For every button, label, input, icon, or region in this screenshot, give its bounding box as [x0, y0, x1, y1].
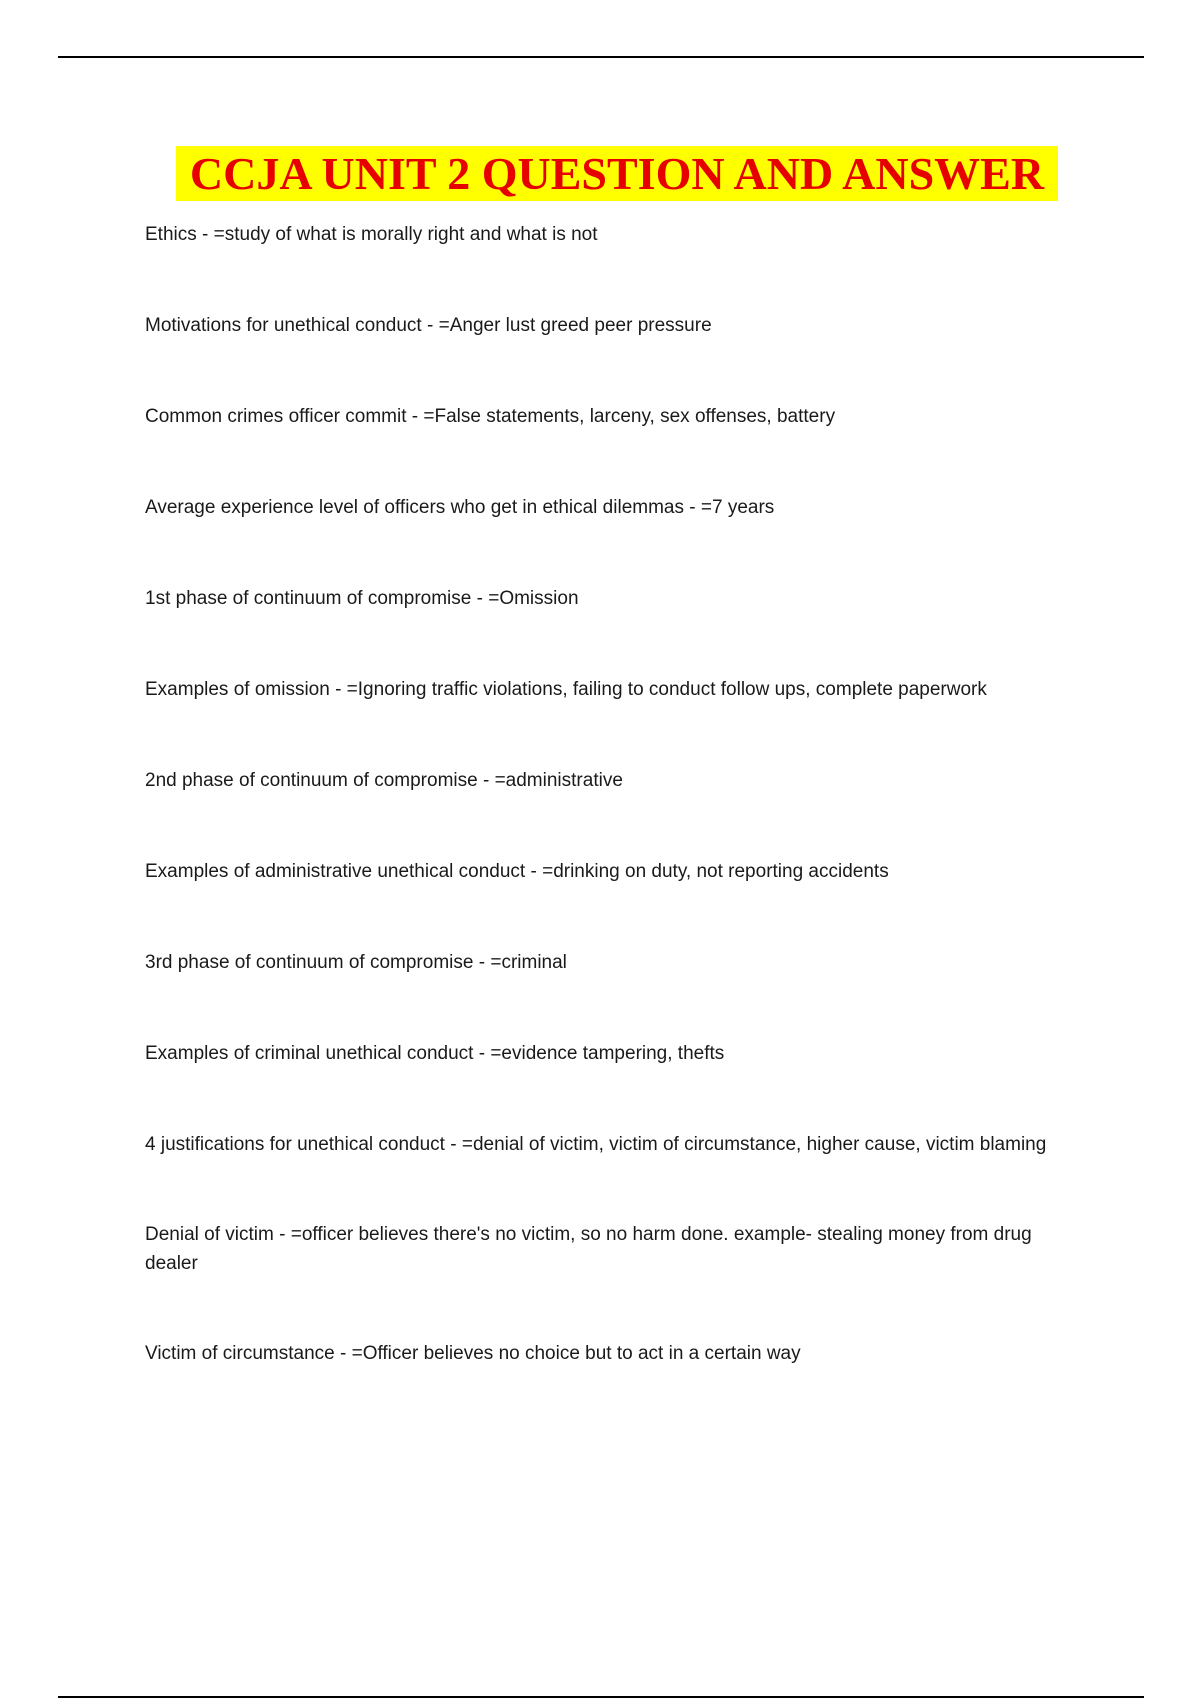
qa-separator: - =: [525, 861, 554, 882]
qa-answer: criminal: [501, 952, 567, 973]
qa-answer: Anger lust greed peer pressure: [449, 315, 712, 336]
qa-term: Common crimes officer commit: [145, 406, 407, 427]
qa-item: [145, 220, 1065, 249]
qa-term: Victim of circumstance: [145, 1343, 335, 1364]
title-highlight: [176, 146, 1058, 201]
qa-separator: - =: [471, 588, 500, 609]
qa-list: [145, 220, 1065, 1430]
qa-term: 2nd phase of continuum of compromise: [145, 770, 478, 791]
qa-separator: - =: [444, 1134, 473, 1155]
qa-answer: study of what is morally right and what is not: [224, 224, 598, 245]
qa-separator: - =: [473, 952, 502, 973]
qa-separator: - =: [683, 497, 712, 518]
qa-answer: administrative: [505, 770, 623, 791]
qa-separator: - =: [329, 679, 358, 700]
page-title: CCJA UNIT 2 QUESTION AND ANSWER: [189, 147, 1045, 199]
qa-item: [145, 493, 1065, 522]
qa-term: Ethics: [145, 224, 197, 245]
qa-item: [145, 766, 1065, 795]
qa-answer: 7 years: [711, 497, 775, 518]
qa-item: [145, 311, 1065, 340]
top-rule: [58, 56, 1144, 58]
qa-item: [145, 1130, 1065, 1159]
qa-answer: Officer believes no choice but to act in a certain way: [362, 1343, 801, 1364]
qa-item: [145, 948, 1065, 977]
qa-separator: - =: [421, 315, 450, 336]
qa-item: [145, 402, 1065, 431]
qa-item: [145, 1039, 1065, 1068]
qa-term: Motivations for unethical conduct: [145, 315, 422, 336]
qa-item: [145, 1220, 1065, 1278]
qa-term: Denial of victim: [145, 1224, 274, 1245]
qa-term: Examples of administrative unethical conduct: [145, 861, 526, 882]
qa-separator: - =: [477, 770, 506, 791]
bottom-rule: [58, 1696, 1144, 1698]
qa-separator: - =: [273, 1224, 302, 1245]
qa-term: 1st phase of continuum of compromise: [145, 588, 472, 609]
qa-answer: evidence tampering, thefts: [501, 1043, 725, 1064]
qa-separator: - =: [406, 406, 435, 427]
qa-item: [145, 1339, 1065, 1368]
qa-answer: drinking on duty, not reporting accidents: [553, 861, 889, 882]
qa-term: Average experience level of officers who get in ethical dilemmas: [145, 497, 684, 518]
qa-answer: False statements, larceny, sex offenses, battery: [434, 406, 836, 427]
qa-answer: officer believes there's no victim, so no harm done. example- stealing money from drug dealer: [145, 1224, 1032, 1274]
qa-answer: denial of victim, victim of circumstance, higher cause, victim blaming: [472, 1134, 1047, 1155]
qa-answer: Omission: [499, 588, 579, 609]
qa-item: [145, 857, 1065, 886]
qa-separator: - =: [473, 1043, 502, 1064]
qa-term: Examples of criminal unethical conduct: [145, 1043, 474, 1064]
qa-term: 4 justifications for unethical conduct: [145, 1134, 445, 1155]
qa-separator: - =: [334, 1343, 363, 1364]
qa-item: [145, 584, 1065, 613]
qa-term: 3rd phase of continuum of compromise: [145, 952, 474, 973]
qa-separator: - =: [196, 224, 225, 245]
qa-answer: Ignoring traffic violations, failing to conduct follow ups, complete paperwork: [357, 679, 987, 700]
qa-item: [145, 675, 1065, 704]
qa-term: Examples of omission: [145, 679, 330, 700]
